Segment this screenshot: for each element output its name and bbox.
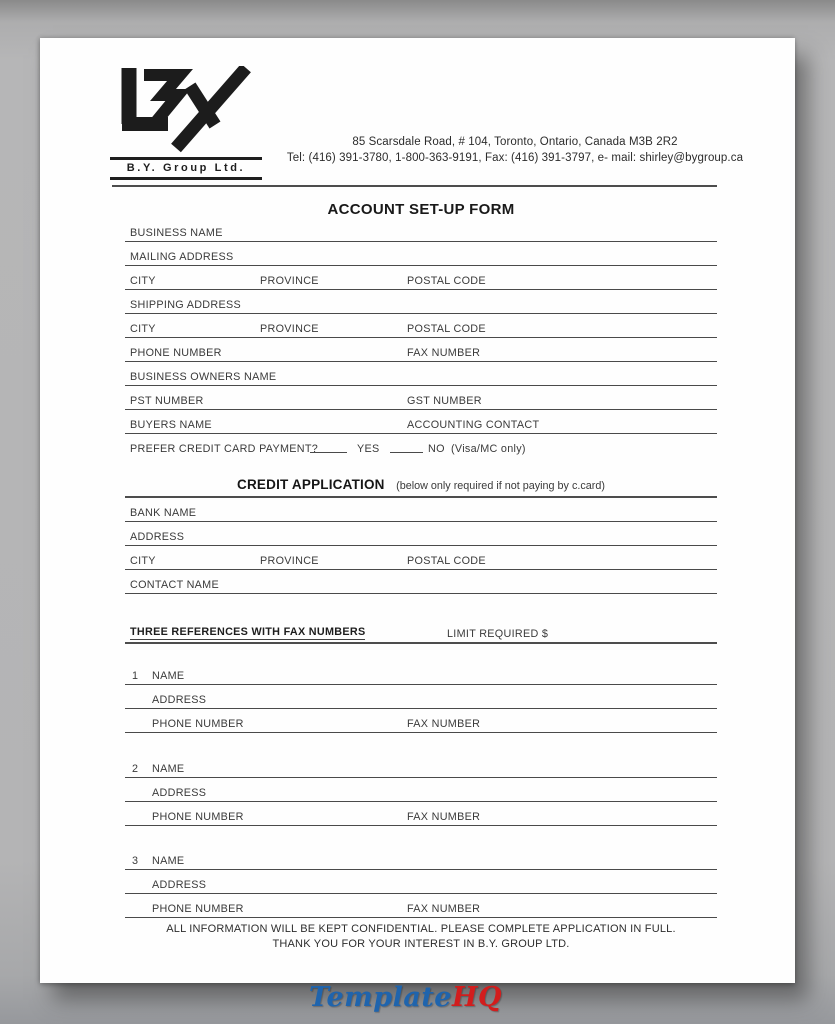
reference-entry-3 bbox=[125, 846, 717, 918]
form-field-row bbox=[125, 661, 717, 685]
form-body bbox=[125, 185, 717, 951]
field-label: PHONE NUMBER bbox=[152, 811, 244, 823]
credit-application-heading-row bbox=[125, 476, 717, 498]
no-label: NO bbox=[428, 443, 445, 455]
limit-required-label: LIMIT REQUIRED $ bbox=[447, 628, 549, 640]
yes-label: YES bbox=[357, 443, 380, 455]
field-label: CONTACT NAME bbox=[130, 579, 219, 591]
field-label: PHONE NUMBER bbox=[152, 903, 244, 915]
field-label: PHONE NUMBER bbox=[130, 347, 222, 359]
form-field-row bbox=[125, 314, 717, 338]
field-label: BUSINESS NAME bbox=[130, 227, 223, 239]
field-label: PROVINCE bbox=[260, 275, 319, 287]
field-label: POSTAL CODE bbox=[407, 555, 486, 567]
field-label: ACCOUNTING CONTACT bbox=[407, 419, 540, 431]
form-field-row bbox=[125, 498, 717, 522]
field-label: GST NUMBER bbox=[407, 395, 482, 407]
form-field-row bbox=[125, 410, 717, 434]
reference-number: 2 bbox=[132, 763, 139, 775]
field-label: POSTAL CODE bbox=[407, 275, 486, 287]
field-label: NAME bbox=[152, 763, 185, 775]
form-field-row bbox=[125, 709, 717, 733]
reference-entry-1 bbox=[125, 661, 717, 733]
form-field-row bbox=[125, 754, 717, 778]
credit-fields-section bbox=[125, 498, 717, 594]
form-field-row bbox=[125, 846, 717, 870]
no-write-in-line bbox=[390, 452, 423, 453]
reference-number: 3 bbox=[132, 855, 139, 867]
company-name: B.Y. Group Ltd. bbox=[110, 157, 262, 180]
field-label: CITY bbox=[130, 555, 156, 567]
visa-mc-note: (Visa/MC only) bbox=[451, 443, 526, 455]
form-field-row bbox=[125, 802, 717, 826]
credit-card-question-row bbox=[125, 434, 717, 457]
field-label: PROVINCE bbox=[260, 555, 319, 567]
yes-write-in-line bbox=[310, 452, 347, 453]
field-label: BUSINESS OWNERS NAME bbox=[130, 371, 277, 383]
form-title: ACCOUNT SET-UP FORM bbox=[327, 201, 515, 218]
field-label: PST NUMBER bbox=[130, 395, 204, 407]
company-logo bbox=[110, 66, 262, 180]
field-label: NAME bbox=[152, 855, 185, 867]
watermark-hq-text: HQ bbox=[452, 982, 503, 1013]
footer-line2: THANK YOU FOR YOUR INTEREST IN B.Y. GROUP LTD. bbox=[272, 937, 570, 950]
references-heading: THREE REFERENCES WITH FAX NUMBERS bbox=[130, 626, 366, 638]
footer-note bbox=[125, 922, 717, 951]
field-label: ADDRESS bbox=[130, 531, 185, 543]
document-page bbox=[40, 38, 795, 983]
form-field-row bbox=[125, 546, 717, 570]
field-label: PROVINCE bbox=[260, 323, 319, 335]
field-label: PHONE NUMBER bbox=[152, 718, 244, 730]
references-heading-row bbox=[125, 619, 717, 644]
reference-number: 1 bbox=[132, 670, 139, 682]
form-field-row bbox=[125, 362, 717, 386]
form-field-row bbox=[125, 338, 717, 362]
form-field-row bbox=[125, 685, 717, 709]
field-label: SHIPPING ADDRESS bbox=[130, 299, 241, 311]
form-field-row bbox=[125, 570, 717, 594]
field-label: NAME bbox=[152, 670, 185, 682]
field-label: ADDRESS bbox=[152, 694, 207, 706]
footer-line1: ALL INFORMATION WILL BE KEPT CONFIDENTIAL. PLEASE COMPLETE APPLICATION IN FULL. bbox=[166, 923, 676, 935]
field-label: ADDRESS bbox=[152, 879, 207, 891]
company-address-block bbox=[270, 134, 760, 166]
form-field-row bbox=[125, 778, 717, 802]
credit-card-question-label: PREFER CREDIT CARD PAYMENT? bbox=[130, 443, 319, 455]
form-field-row bbox=[125, 894, 717, 918]
field-label: FAX NUMBER bbox=[407, 718, 481, 730]
company-address-line1: 85 Scarsdale Road, # 104, Toronto, Ontario, Canada M3B 2R2 bbox=[352, 136, 678, 148]
credit-application-note: (below only required if not paying by c.card) bbox=[396, 480, 605, 492]
form-field-row bbox=[125, 522, 717, 546]
account-fields-section bbox=[125, 218, 717, 434]
form-field-row bbox=[125, 290, 717, 314]
field-label: FAX NUMBER bbox=[407, 811, 481, 823]
form-field-row bbox=[125, 386, 717, 410]
field-label: BUYERS NAME bbox=[130, 419, 212, 431]
field-label: POSTAL CODE bbox=[407, 323, 486, 335]
company-address-line2: Tel: (416) 391-3780, 1-800-363-9191, Fax: (416) 391-3797, e- mail: shirley@bygroup.ca bbox=[286, 152, 744, 164]
field-label: FAX NUMBER bbox=[407, 903, 481, 915]
templatehq-watermark bbox=[0, 982, 823, 1013]
form-field-row bbox=[125, 242, 717, 266]
form-field-row bbox=[125, 218, 717, 242]
field-label: ADDRESS bbox=[152, 787, 207, 799]
field-label: CITY bbox=[130, 323, 156, 335]
field-label: MAILING ADDRESS bbox=[130, 251, 234, 263]
references-section bbox=[125, 661, 717, 918]
watermark-template-text: Template bbox=[308, 982, 452, 1013]
credit-application-heading: CREDIT APPLICATION bbox=[237, 477, 385, 492]
by-logo-mark bbox=[110, 66, 260, 154]
field-label: CITY bbox=[130, 275, 156, 287]
form-field-row bbox=[125, 266, 717, 290]
field-label: FAX NUMBER bbox=[407, 347, 481, 359]
field-label: BANK NAME bbox=[130, 507, 197, 519]
reference-entry-2 bbox=[125, 754, 717, 826]
form-field-row bbox=[125, 870, 717, 894]
